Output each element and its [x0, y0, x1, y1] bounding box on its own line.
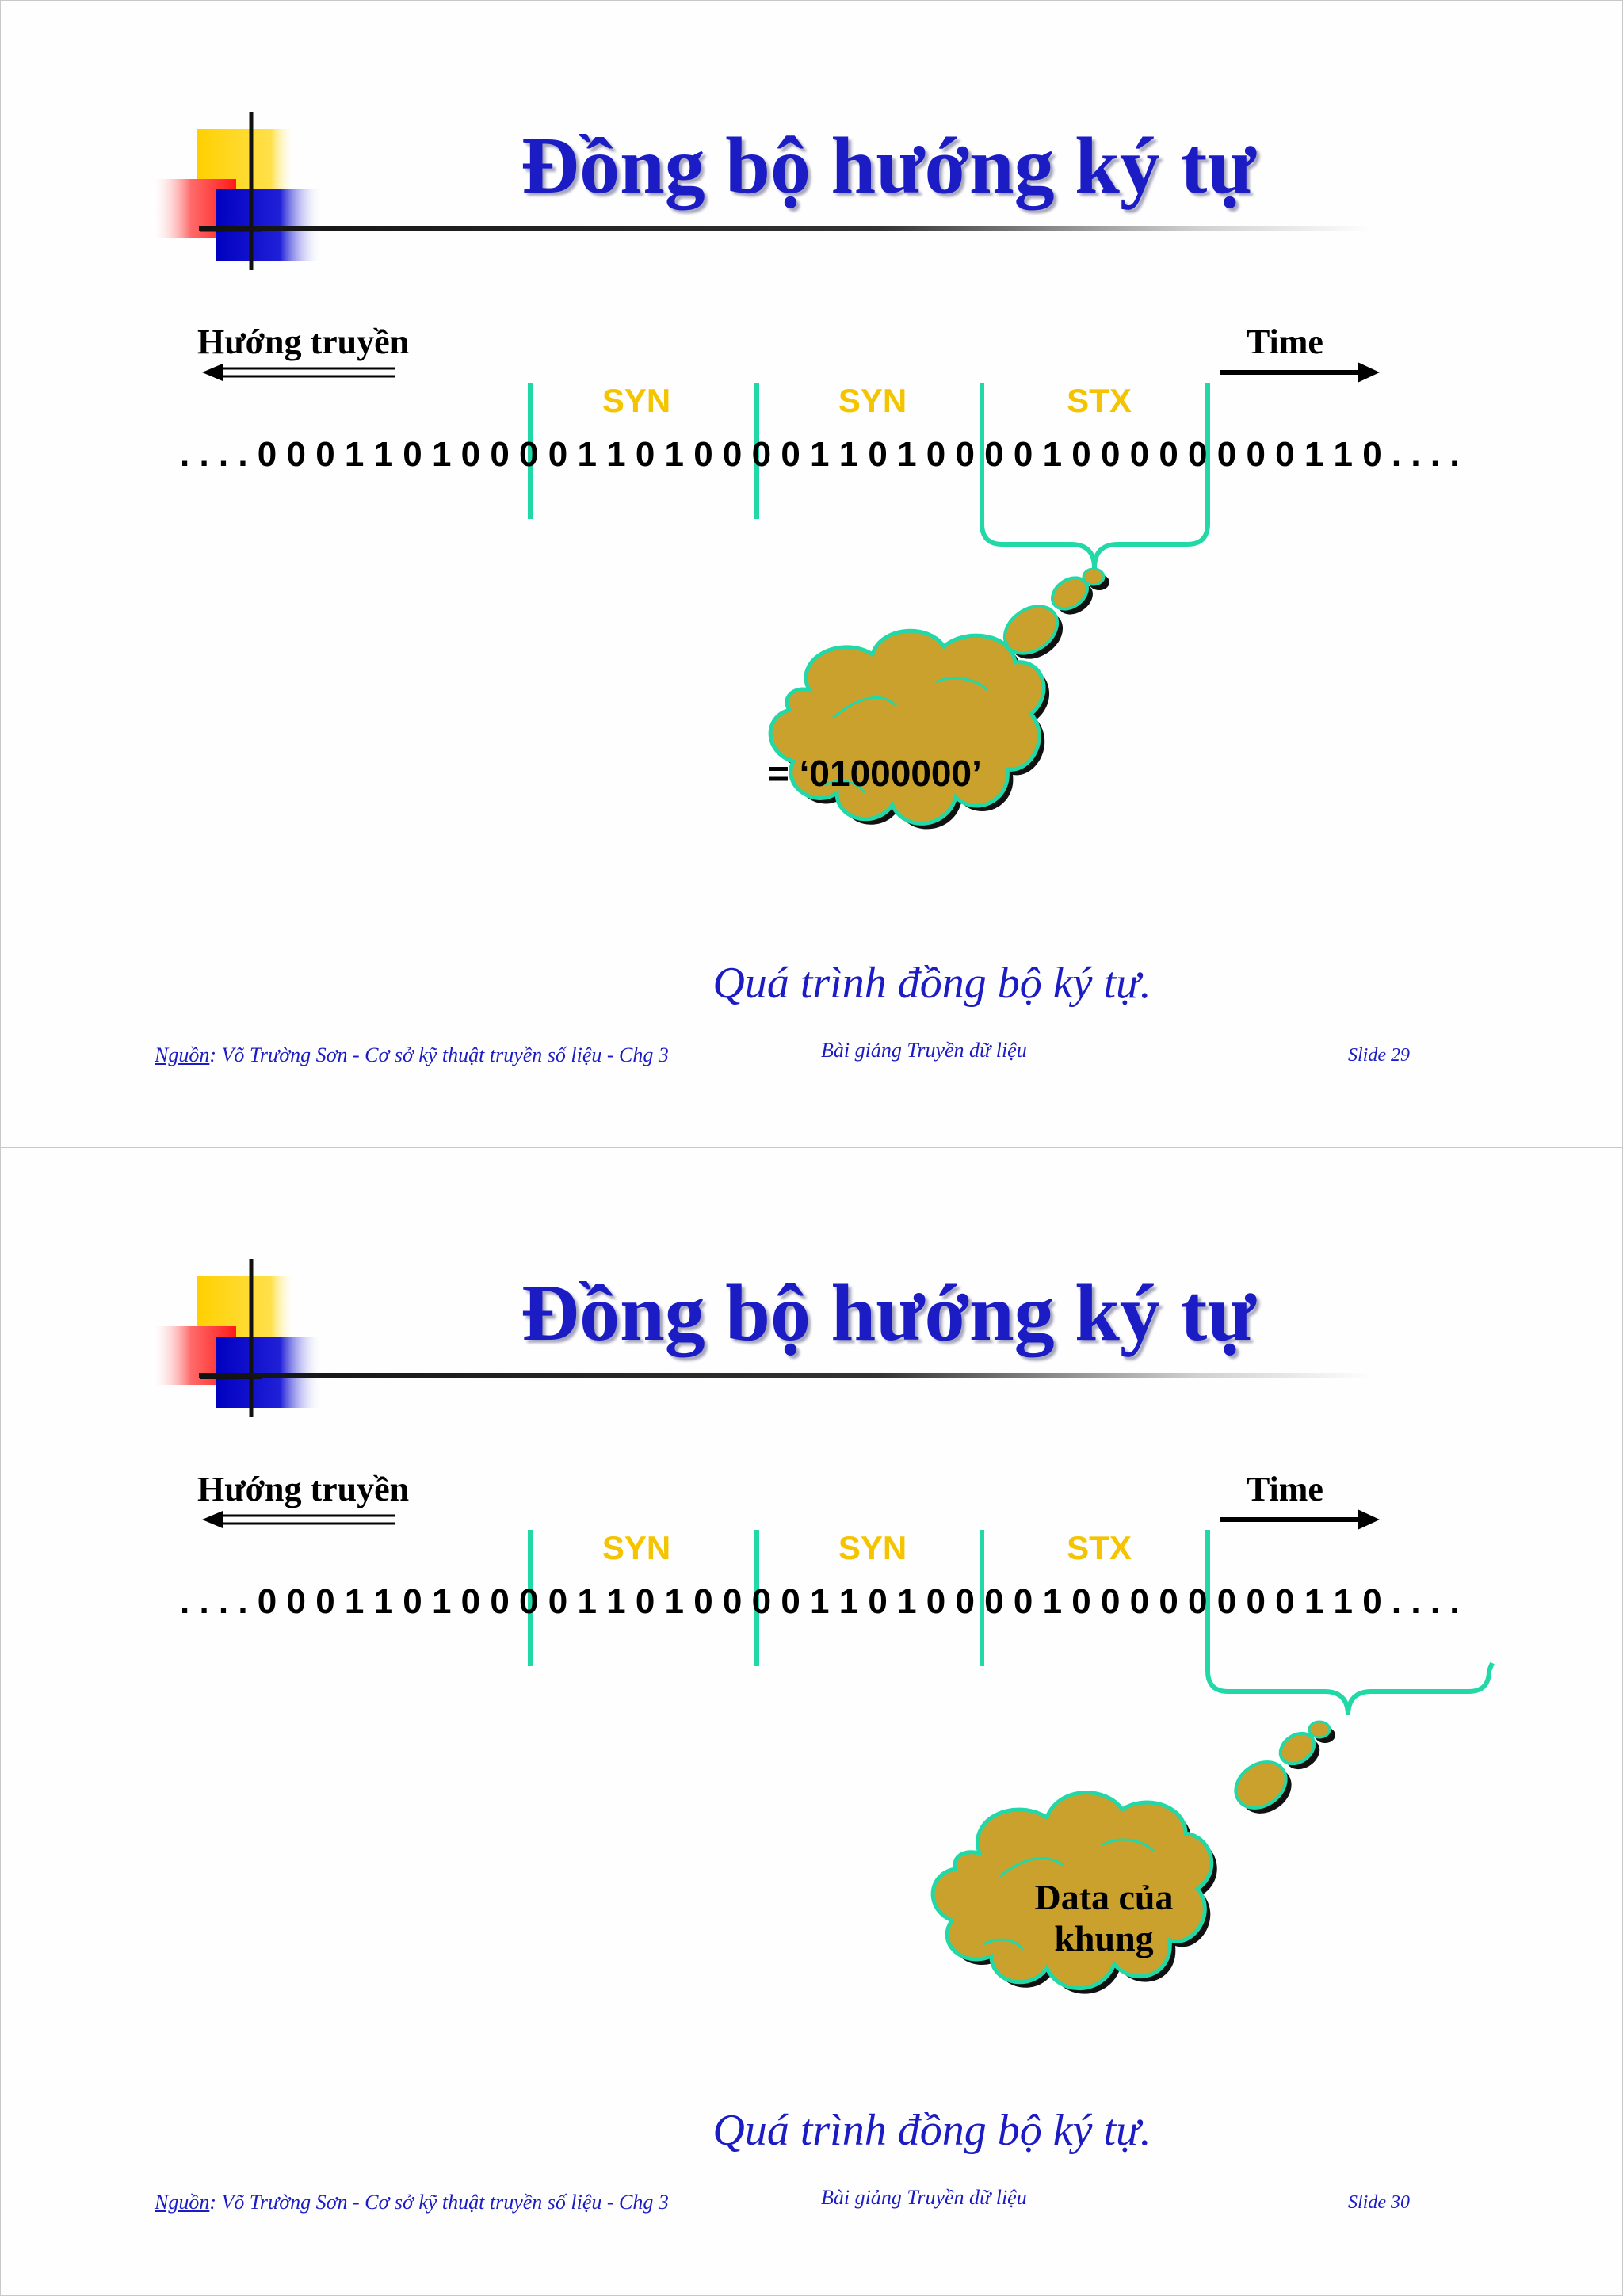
footer-slide-number: Slide 30 — [1348, 2192, 1410, 2213]
footer-source-prefix: Nguồn — [155, 1043, 210, 1066]
time-label: Time — [1247, 1470, 1323, 1508]
footer-source-text: : Võ Trường Sơn - Cơ sở kỹ thuật truyền số liệu - Chg 3 — [209, 2191, 669, 2214]
slide-title: Đồng bộ hướng ký tự — [521, 121, 1256, 211]
bit-stream: . . . . 0 0 0 1 1 0 1 0 0 0 0 1 1 0 1 0 0 0 0 1 1 0 1 0 0 0 0 1 0 0 0 0 0 0 0 0 1 1 0 . . . . — [180, 1582, 1460, 1621]
time-label: Time — [1247, 322, 1323, 361]
left-arrow-icon — [202, 1511, 395, 1528]
direction-label: Hướng truyền — [197, 322, 410, 361]
footer-source-prefix: Nguồn — [155, 2191, 210, 2214]
slide-title: Đồng bộ hướng ký tự — [521, 1268, 1256, 1358]
bit-stream: . . . . 0 0 0 1 1 0 1 0 0 0 0 1 1 0 1 0 0 0 0 1 1 0 1 0 0 0 0 1 0 0 0 0 0 0 0 0 1 1 0 . . . . — [180, 435, 1460, 474]
field-label-stx: STX — [1067, 1529, 1132, 1566]
footer-course: Bài giảng Truyền dữ liệu — [821, 1039, 1027, 1062]
footer-course: Bài giảng Truyền dữ liệu — [821, 2186, 1027, 2209]
direction-label: Hướng truyền — [197, 1470, 410, 1508]
field-label-syn-1: SYN — [601, 382, 671, 419]
field-label-syn-2: SYN — [838, 1529, 907, 1566]
right-arrow-icon — [1220, 1509, 1380, 1530]
bubble-text — [1025, 1877, 1183, 1959]
slide-30 — [0, 1147, 1623, 2296]
footer-slide-number: Slide 29 — [1348, 1045, 1410, 1066]
footer-source — [155, 2191, 669, 2214]
footer-source-text: : Võ Trường Sơn - Cơ sở kỹ thuật truyền số liệu - Chg 3 — [209, 1043, 669, 1066]
field-label-syn-1: SYN — [601, 1529, 671, 1566]
footer-source — [155, 1043, 669, 1067]
caption: Quá trình đồng bộ ký tự. — [712, 959, 1151, 1008]
left-arrow-icon — [202, 364, 395, 381]
bubble-text-line-2: khung — [1054, 1918, 1154, 1958]
field-label-stx: STX — [1067, 382, 1132, 419]
bubble-text: = ‘01000000’ — [768, 753, 982, 794]
caption: Quá trình đồng bộ ký tự. — [712, 2106, 1151, 2155]
right-arrow-icon — [1220, 362, 1380, 383]
bubble-text-line-1: Data của — [1034, 1877, 1174, 1917]
field-label-syn-2: SYN — [838, 382, 907, 419]
